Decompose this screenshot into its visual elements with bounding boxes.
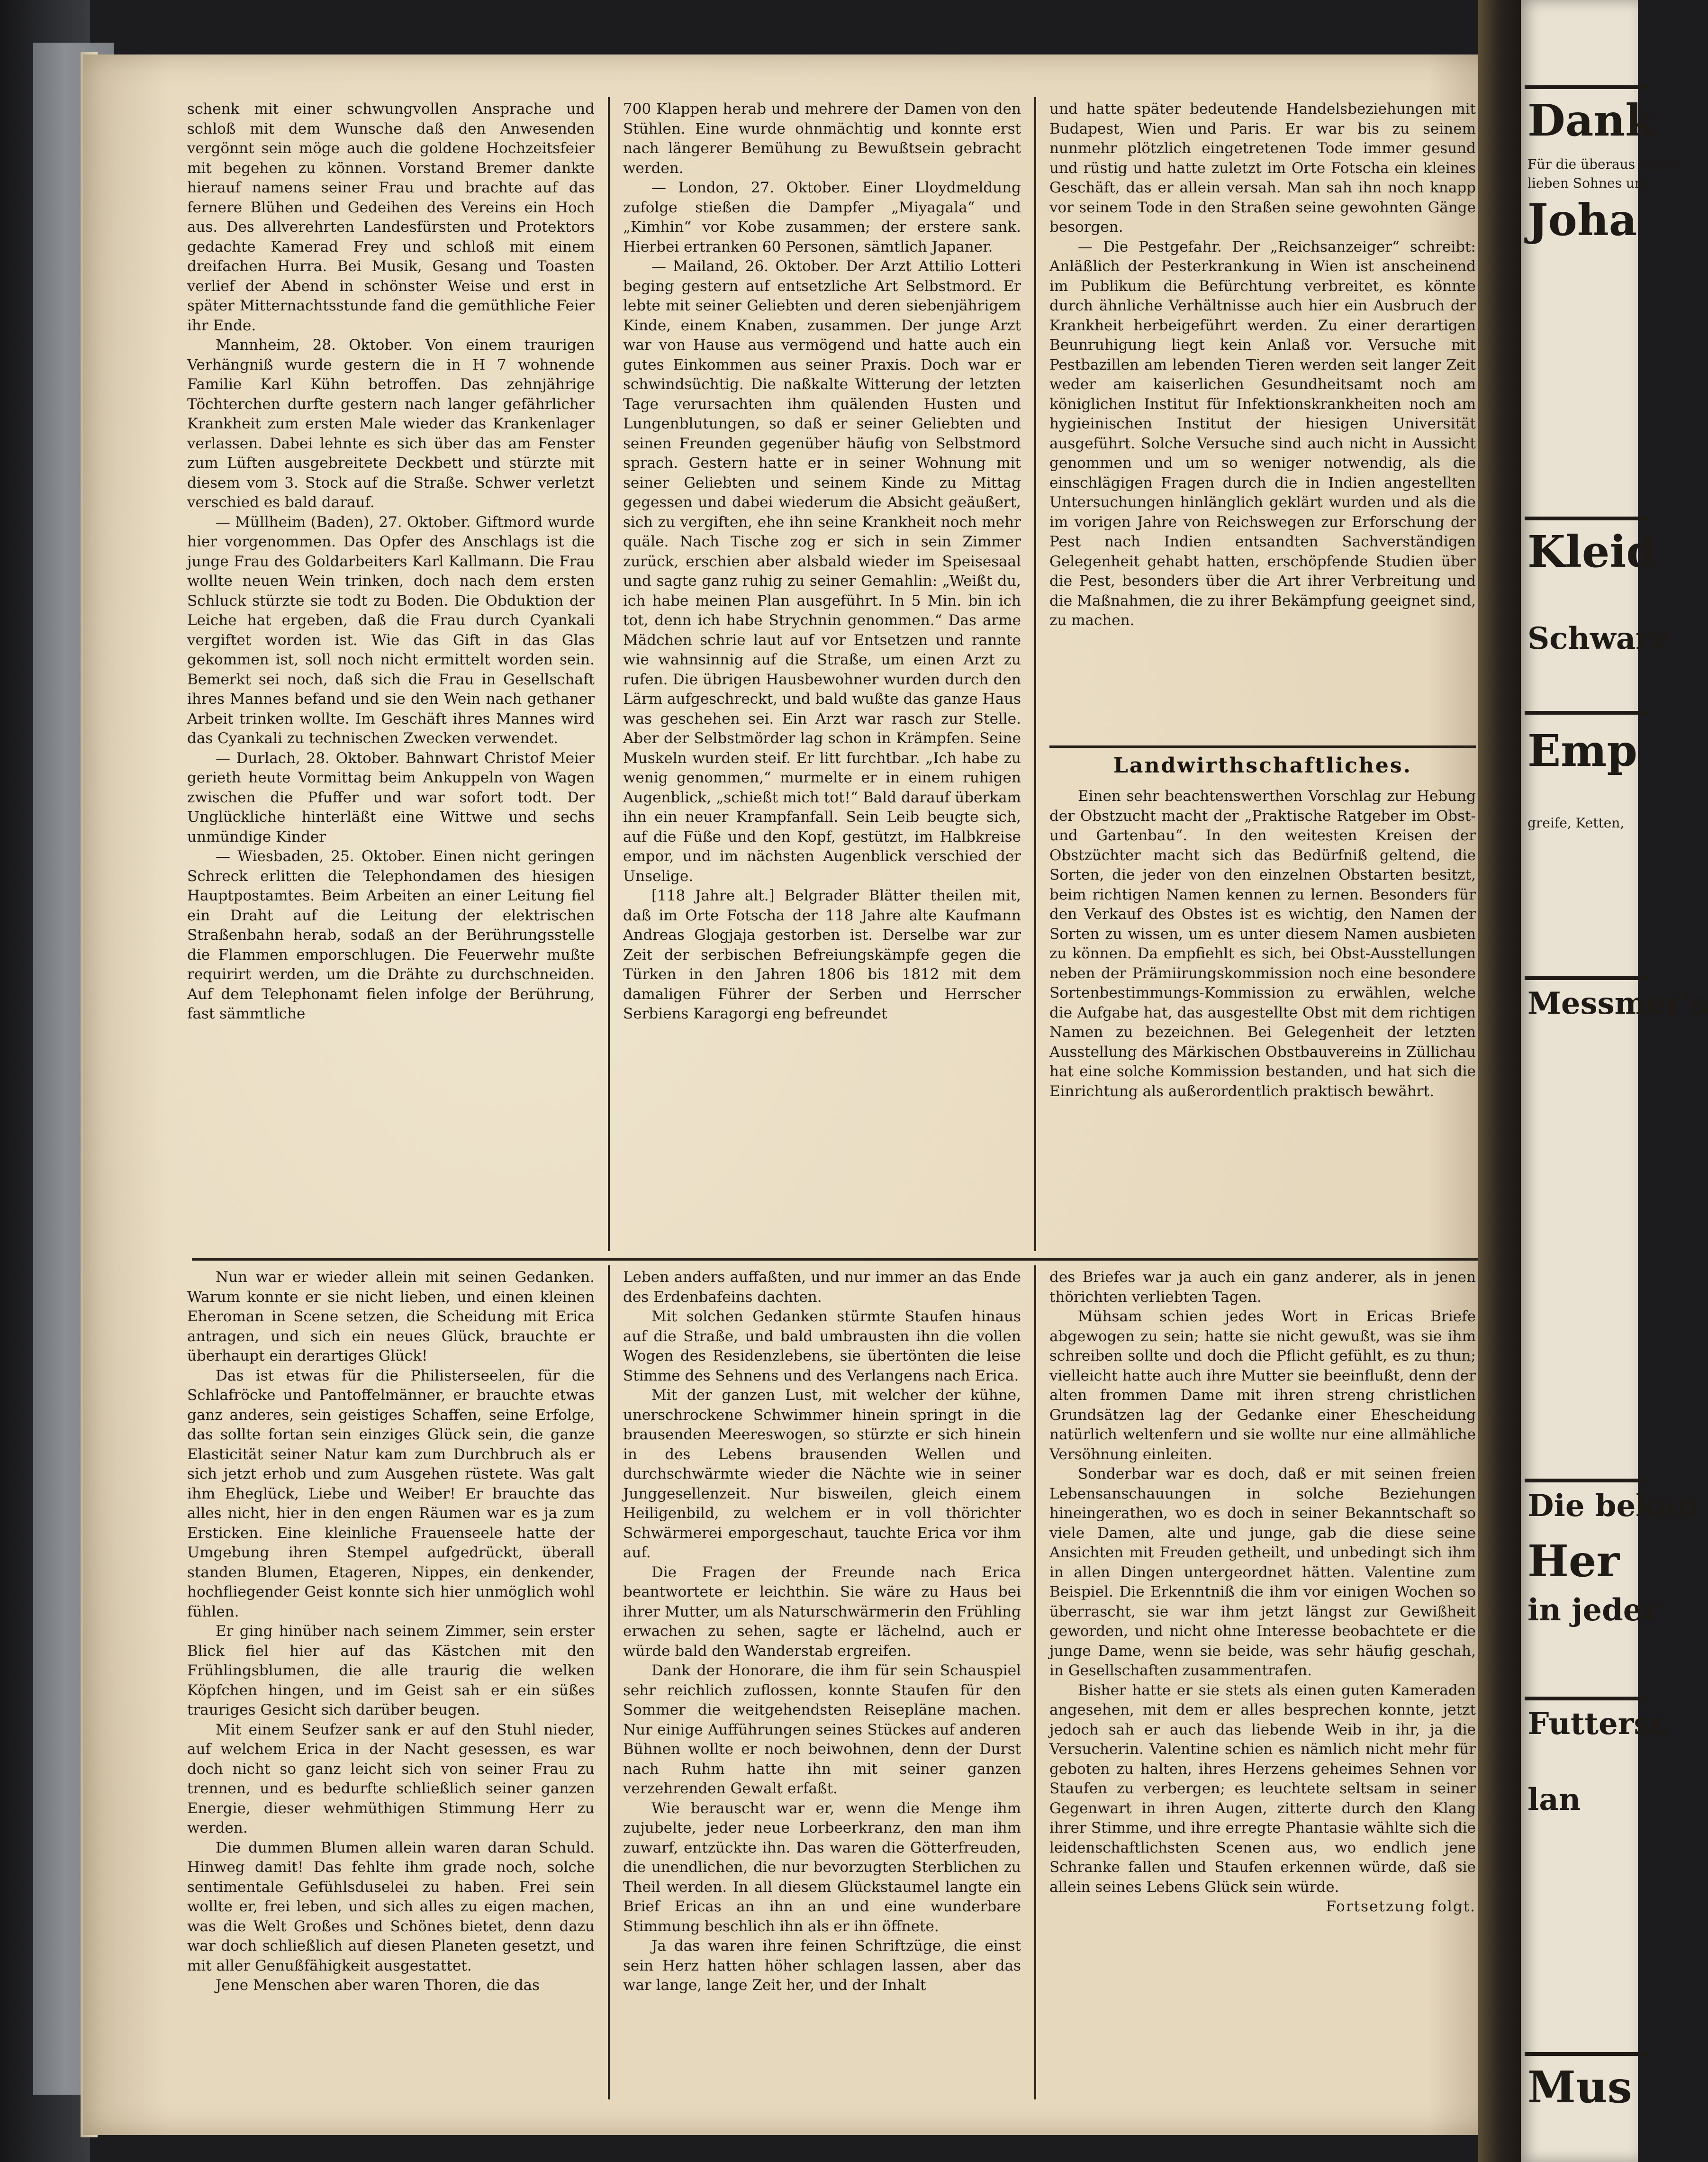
ad-rule bbox=[1525, 711, 1648, 715]
section-title: Landwirthschaftliches. bbox=[1113, 754, 1412, 778]
paragraph: — Wiesbaden, 25. Oktober. Einen nicht geringen Schreck erlitten die Telephondamen des hiesigen Hauptpostamtes. Beim Arbeiten an einer Leitung fiel ein Draht auf die Leitung der elektrischen Straßenbahn herab, sodaß an der Berührungsstelle die Flammen emporschlugen. Die Feuerwehr mußte requirirt werden, um die Drähte zu durchschneiden. Auf dem Telephonamt fielen infolge der Berührung, fast sämmtliche bbox=[187, 848, 595, 1022]
paragraph: Bisher hatte er sie stets als einen guten Kameraden angesehen, mit dem er alles besprechen konnte, jetzt jedoch sah er auch das liebende Weib in ihr, ja die Versucherin. Valentine schien es nämlich nicht mehr für geboten zu halten, ihres Herzens geheimes Sehnen vor Staufen zu verbergen; es leuchtete seltsam in seiner Gegenwart in ihren Augen, zitterte durch den Klang ihrer Stimme, und ihre erregte Phantasie wählte sich die leidenschaftlichsten Scenen aus, wo endlich jene Schranke fallen und Staufen erkennen würde, daß sie allein seines Lebens Glück sein würde. bbox=[1049, 1681, 1476, 1896]
paragraph: Nun war er wieder allein mit seinen Gedanken. Warum konnte er sie nicht lieben, und einen kleinen Eheroman in Scene setzen, die Scheidung mit Erica antragen, und sich ein neues Glück, brauchte er überhaupt ein derartiges Glück! bbox=[187, 1269, 595, 1364]
news-column-1 bbox=[187, 100, 595, 1024]
ad-text: greife, Ketten, bbox=[1527, 815, 1625, 831]
ad-heading: Kleid bbox=[1527, 526, 1657, 577]
paragraph: [118 Jahre alt.] Belgrader Blätter theilen mit, daß im Orte Fotscha der 118 Jahre alte Kaufmann Andreas Glogjaja gestorben ist. Derselbe war zur Zeit der serbischen Befreiungskämpfe gegen die Türken in den Jahren 1806 bis 1812 mit dem damaligen Führer der Serben und Herrscher Serbiens Karagorgi eng befreundet bbox=[623, 887, 1021, 1022]
paragraph: Er ging hinüber nach seinem Zimmer, sein erster Blick fiel hier auf das Kästchen mit den Frühlingsblumen, die alle traurig die welken Köpfchen hingen, und im Geist sah er ein süßes trauriges Gesicht sich darüber beugen. bbox=[187, 1623, 595, 1718]
newspaper-page bbox=[83, 55, 1514, 2135]
news-column-2 bbox=[623, 100, 1021, 1024]
paragraph: 700 Klappen herab und mehrere der Damen von den Stühlen. Eine wurde ohnmächtig und konnte erst nach längerer Bemühung zu Bewußtsein gebracht werden. bbox=[623, 100, 1021, 177]
paragraph: Mannheim, 28. Oktober. Von einem traurigen Verhängniß wurde gestern die in H 7 wohnende Familie Karl Kühn betroffen. Das zehnjährige Töchterchen durfte gestern nach langer gefährlicher Krankheit zum ersten Male wieder das Krankenlager verlassen. Dabei lehnte es sich über das am Fenster zum Lüften ausgebreitete Deckbett und stürzte mit diesem vom 3. Stock auf die Straße. Schwer verletzt verschied es bald darauf. bbox=[187, 336, 595, 511]
paragraph: — Müllheim (Baden), 27. Oktober. Giftmord wurde hier vorgenommen. Das Opfer des Anschlags ist die junge Frau des Goldarbeiters Karl Kallmann. Die Frau wollte neuen Wein trinken, doch nach dem ersten Schluck stürzte sie todt zu Boden. Die Obduktion der Leiche hat ergeben, daß die Frau durch Cyankali vergiftet worden ist. Wie das Gift in das Glas gekommen ist, soll noch nicht ermittelt worden sein. Bemerkt sei noch, daß sich die Frau in Gesellschaft ihres Mannes befand und sie den Wein nach gethaner Arbeit trinken wollte. Im Geschäft ihres Mannes wird das Cyankali zu technischen Zwecken verwendet. bbox=[187, 513, 595, 747]
news-column-3 bbox=[1049, 100, 1476, 631]
paragraph: Leben anders auffaßten, und nur immer an das Ende des Erdenbafeins dachten. bbox=[623, 1269, 1021, 1306]
paragraph: des Briefes war ja auch ein ganz anderer, als in jenen thörichten verliebten Tagen. bbox=[1049, 1269, 1476, 1306]
paragraph: Dank der Honorare, die ihm für sein Schauspiel sehr reichlich zuflossen, konnte Staufen für den Sommer die weitgehendsten Reisepläne machen. Nur einige Aufführungen seines Stückes auf anderen Bühnen wollte er noch beiwohnen, denn der Durst nach Ruhm hatte ihn mit seiner ganzen verzehrenden Gewalt erfaßt. bbox=[623, 1662, 1021, 1797]
paragraph: Sonderbar war es doch, daß er mit seinen freien Lebensanschauungen in solche Beziehungen hineingerathen, wo es doch in seiner Bekanntschaft so viele Damen, alte und junge, gab die diese seine Ansichten mit Freuden getheilt, und unbedingt sich ihm in allen Dingen untergeordnet hätten. Valentine zum Beispiel. Die Erkenntniß die ihm vor einigen Wochen so überrascht, sie war ihm jetzt längst zur Gewißheit geworden, und nicht ohne Interesse beobachtete er die junge Dame, wenn sie beide, was sehr häufig geschah, in Gesellschaften zusammentrafen. bbox=[1049, 1465, 1476, 1679]
paragraph: — Die Pestgefahr. Der „Reichsanzeiger“ schreibt: Anläßlich der Pesterkrankung in Wien ist anscheinend im Publikum die Befürchtung verbreitet, es könnte durch ähnliche Verhältnisse auch hier ein Ausbruch der Krankheit herbeigeführt werden. Zu einer derartigen Beunruhigung liegt kein Anlaß vor. Versuche mit Pestbazillen am lebenden Tieren werden seit langer Zeit weder am kaiserlichen Gesundheitsamt noch am königlichen Institut für Infektionskrankheiten noch am hygieinischen Institut der hiesigen Universität ausgeführt. Solche Versuche sind auch nicht in Aussicht genommen und um so weniger notwendig, als die einschlägigen Fragen durch die in Indien angestellten Untersuchungen hinlänglich geklärt wurden und als die im vorigen Jahre von Reichswegen zur Erforschung der Pest nach Indien entsandten Sachverständigen Gelegenheit gehabt hatten, erschöpfende Studien über die Pest, besonders über die Art ihrer Verbreitung und die Maßnahmen, die zu ihrer Bekämpfung geeignet sind, zu machen. bbox=[1049, 238, 1476, 629]
ad-rule bbox=[1525, 1479, 1648, 1482]
column-divider bbox=[608, 97, 610, 1251]
ad-heading: Dank bbox=[1527, 95, 1656, 146]
paragraph: Einen sehr beachtenswerthen Vorschlag zur Hebung der Obstzucht macht der „Praktische Ratgeber im Obst- und Gartenbau“. In den weitesten Kreisen der Obstzüchter macht sich das Bedürfniß geltend, die Sorten, die jeder von den einzelnen Obstarten besitzt, beim richtigen Namen kennen zu lernen. Besonders für den Verkauf des Obstes ist es wichtig, den Namen der Sorten zu wissen, um es unter diesem Namen ausbieten zu können. Da empfiehlt es sich, bei Obst-Ausstellungen neben der Prämiirungskommission noch eine besondere Sortenbestimmungs-Kommission zu erwählen, welche die Aufgabe hat, das ausgestellte Obst mit dem richtigen Namen zu bezeichnen. Bei Gelegenheit der letzten Ausstellung des Märkischen Obstbauvereins in Züllichau hat eine solche Kommission bestanden, und hat sich die Einrichtung als außerordentlich praktisch bewährt. bbox=[1049, 788, 1476, 1100]
ad-heading: Emp bbox=[1527, 725, 1637, 776]
paragraph: Mit der ganzen Lust, mit welcher der kühne, unerschrockene Schwimmer hinein springt in die brausenden Meereswogen, so stürzte er sich hinein in des Lebens brausenden Wellen und durchschwärmte wieder die Nächte wie in seiner Junggesellenzeit. Nur bisweilen, gleich einem Heiligenbild, zu welchem er in voll thörichter Schwärmerei emporgeschaut, tauchte Erica vor ihm auf. bbox=[623, 1387, 1021, 1561]
ad-heading: Futtersc bbox=[1527, 1706, 1670, 1742]
paragraph: — Durlach, 28. Oktober. Bahnwart Christof Meier gerieth heute Vormittag beim Ankuppeln von Wagen zwischen die Pfuffer und war sofort todt. Der Unglückliche hinterläßt eine Wittwe und sechs unmündige Kinder bbox=[187, 749, 595, 845]
ad-heading: Her bbox=[1527, 1535, 1619, 1587]
ad-heading: in jeder bbox=[1527, 1592, 1659, 1628]
paragraph: Ja das waren ihre feinen Schriftzüge, die einst sein Herz hatten höher schlagen lassen, aber das war lange, lange Zeit her, und der Inhalt bbox=[623, 1937, 1021, 1994]
paragraph: und hatte später bedeutende Handelsbeziehungen mit Budapest, Wien und Paris. Er war bis zu seinem nunmehr plötzlich eingetretenen Tode immer gesund und rüstig und hatte zuletzt im Orte Fotscha ein kleines Geschäft, das er allein versah. Man sah ihn noch knapp vor seinem Tode in den Straßen seine gewohnten Gänge besorgen. bbox=[1049, 100, 1476, 236]
ad-text: Für die überaus zahlre bbox=[1527, 156, 1681, 172]
continuation-note: Fortsetzung folgt. bbox=[1326, 1898, 1476, 1915]
ad-rule bbox=[1525, 976, 1648, 980]
feuilleton-column-3 bbox=[1049, 1268, 1476, 1917]
ad-heading: Messmer's bbox=[1527, 986, 1708, 1021]
ad-text: lieben Sohnes und bbox=[1527, 175, 1652, 191]
ad-heading: Die bekan bbox=[1527, 1488, 1699, 1524]
paragraph: Mit einem Seufzer sank er auf den Stuhl nieder, auf welchem Erica in der Nacht gesessen, es war doch nicht so ganz leicht sich von seiner Frau zu trennen, und es bedurfte schließlich seiner ganzen Energie, dieser wehmüthigen Stimmung Herr zu werden. bbox=[187, 1721, 595, 1836]
ad-heading: Mus bbox=[1527, 2062, 1632, 2113]
agriculture-column bbox=[1049, 787, 1476, 1101]
paragraph: — London, 27. Oktober. Einer Lloydmeldung zufolge stießen die Dampfer „Miyagala“ und „Kimhin“ vor Kobe zusammen; der erstere sank. Hierbei ertranken 60 Personen, sämtlich Japaner. bbox=[623, 179, 1021, 255]
paragraph: Die Fragen der Freunde nach Erica beantwortete er leichthin. Sie wäre zu Haus bei ihrer Mutter, um als Naturschwärmerin den Frühling erwachen zu sehen, sagte er lächelnd, auch er würde bald den Wanderstab ergreifen. bbox=[623, 1563, 1021, 1660]
paragraph: Mühsam schien jedes Wort in Ericas Briefe abgewogen zu sein; hatte sie nicht gewußt, was sie ihm schreiben sollte und doch die Pflicht gefühlt, es zu thun; vielleicht hatte auch ihre Mutter sie beeinflußt, denn der alten frommen Dame mit ihren streng christlichen Grundsätzen lag der Gedanke einer Ehescheidung natürlich weltenfern und sie wollte nur eine allmähliche Versöhnung einleiten. bbox=[1049, 1308, 1476, 1463]
ad-heading: lan bbox=[1527, 1782, 1581, 1817]
column-divider bbox=[608, 1265, 610, 2099]
facing-page bbox=[1521, 0, 1708, 2162]
ad-rule bbox=[1525, 517, 1648, 520]
column-divider bbox=[1034, 97, 1036, 1251]
paragraph: Wie berauscht war er, wenn die Menge ihm zujubelte, jeder neue Lorbeerkranz, den man ihm zuwarf, entzückte ihn. Das waren die Götterfreuden, die unendlichen, die nur bevorzugten Sterblichen zu Theil werden. In all diesem Glückstaumel langte ein Brief Ericas an ihn an und eine wunderbare Stimmung beschlich ihn als er ihn öffnete. bbox=[623, 1799, 1021, 1935]
column-divider bbox=[1034, 1265, 1036, 2099]
feuilleton-column-2 bbox=[623, 1268, 1021, 1996]
paragraph: Das ist etwas für die Philisterseelen, für die Schlafröcke und Pantoffelmänner, er brauchte etwas ganz anderes, sein geistiges Schaffen, seine Erfolge, das sollte fortan sein einziges Glück sein, die ganze Elasticität seiner Natur kam zum Durchbruch als er sich jetzt erhob und zum Ausgehen rüstete. Was galt ihm Eheglück, Liebe und Weiber! Er brauchte das alles nicht, hier in den engen Räumen war es ja zum Ersticken. Eine kleinliche Frauenseele hatte der Umgebung ihren Stempel aufgedrückt, überall standen Blumen, Etageren, Nippes, ein denkender, hochfliegender Geist konnte sich hier unmöglich wohl fühlen. bbox=[187, 1367, 595, 1620]
ad-rule bbox=[1525, 85, 1648, 89]
ad-rule bbox=[1525, 1697, 1648, 1700]
paragraph: Die dummen Blumen allein waren daran Schuld. Hinweg damit! Das fehlte ihm grade noch, solche sentimentale Gefühlsduselei zu haben. Frei sein wollte er, frei leben, und sich alles zu eigen machen, was die Welt Großes und Schönes bietet, denn dazu war doch schließlich auf diesen Planeten gesetzt, und mit aller Genußfähigkeit ausgestattet. bbox=[187, 1839, 595, 1974]
section-rule bbox=[1049, 745, 1476, 748]
ad-rule bbox=[1525, 2052, 1648, 2056]
feuilleton-column-1 bbox=[187, 1268, 595, 1996]
paragraph: — Mailand, 26. Oktober. Der Arzt Attilio Lotteri beging gestern auf entsetzliche Art Selbstmord. Er lebte mit seiner Geliebten und deren siebenjährigem Kinde, einem Knaben, zusammen. Der junge Arzt war von Hause aus vermögend und hatte auch ein gutes Einkommen aus seiner Praxis. Doch war er schwindsüchtig. Die naßkalte Witterung der letzten Tage verursachten ihm quälenden Husten und Lungenblutungen, so daß er seiner Geliebten und seinen Freunden gegenüber häufig von Selbstmord sprach. Gestern hatte er in seiner Wohnung mit seiner Geliebten und seinem Kinde zu Mittag gegessen und dabei wiederum die Absicht geäußert, sich zu vergiften, ehe ihn seine Krankheit noch mehr quäle. Nach Tische zog er sich in sein Zimmer zurück, erschien aber alsbald wieder im Speisesaal und sagte ganz ruhig zu seiner Gemahlin: „Weißt du, ich habe meinen Plan ausgeführt. In 5 Min. bin ich tot, denn ich habe Strychnin genommen.“ Das arme Mädchen schrie laut auf vor Entsetzen und rannte wie wahnsinnig auf die Straße, um einen Arzt zu rufen. Die übrigen Hausbewohner wurden durch den Lärm aufgeschreckt, und bald wußte das ganze Haus was geschehen sei. Ein Arzt war rasch zur Stelle. Aber der Selbstmörder lag schon in Krämpfen. Seine Muskeln wurden steif. Er litt furchtbar. „Ich habe zu wenig genommen,“ murmelte er in einem ruhigen Augenblick, „schießt mich tot!“ Bald darauf überkam ihn ein neuer Krampfanfall. Sein Leib beugte sich, auf die Füße und den Kopf, gestützt, im Halbkreise empor, und im nächsten Augenblick verschied der Unselige. bbox=[623, 258, 1021, 885]
ad-heading: Joha bbox=[1527, 194, 1637, 245]
feuilleton-rule bbox=[192, 1258, 1481, 1261]
paragraph: Mit solchen Gedanken stürmte Staufen hinaus auf die Straße, und bald umbrausten ihn die vollen Wogen des Residenzlebens, sie übertönten die leise Stimme des Sehnens und des Verlangens nach Erica. bbox=[623, 1308, 1021, 1384]
paragraph: Jene Menschen aber waren Thoren, die das bbox=[216, 1977, 540, 1994]
paragraph: schenk mit einer schwungvollen Ansprache und schloß mit dem Wunsche daß den Anwesenden vergönnt sein möge auch die goldene Hochzeitsfeier mit begehen zu können. Vorstand Bremer dankte hierauf namens seiner Frau und brachte auf das fernere Blühen und Gedeihen des Vereins ein Hoch aus. Des allverehrten Landesfürsten und Protektors gedachte Kamerad Frey und schloß mit einem dreifachen Hurra. Bei Musik, Gesang und Toasten verlief der Abend in schönster Weise und erst in später Mitternachtsstunde fand die gemüthliche Feier ihr Ende. bbox=[187, 100, 595, 334]
ad-heading: Schwarz bbox=[1527, 621, 1669, 656]
